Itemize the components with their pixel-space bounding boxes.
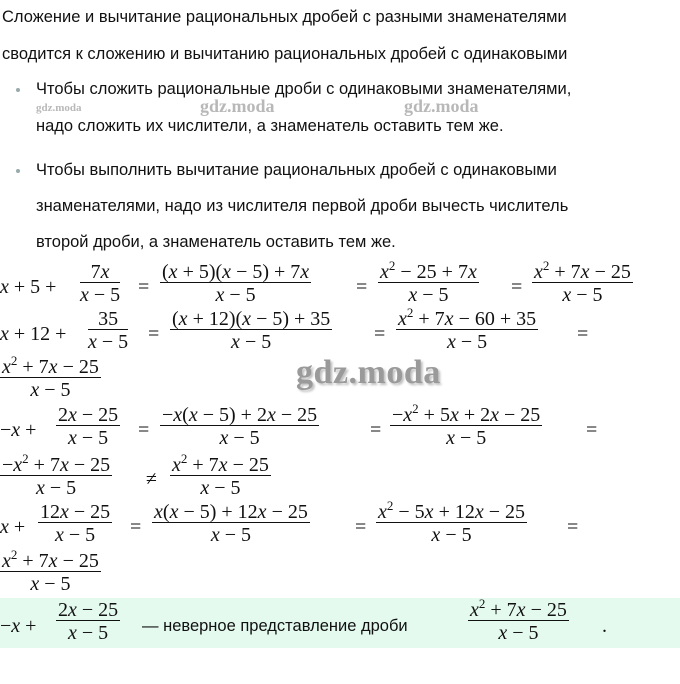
bullet-2-line-2: знаменателями, надо из числителя первой дроби вычесть числитель — [36, 197, 569, 215]
eq3-f4-denominator: x − 5 — [35, 477, 77, 499]
watermark-center: gdz.moda — [296, 354, 441, 391]
eq3-f1-denominator: x − 5 — [68, 427, 109, 449]
eq3-fraction-4 — [0, 451, 112, 499]
eq2-f3-denominator: x − 5 — [446, 331, 488, 353]
eq2-f3-numerator: $x^2 + 7x - 60 + 35$ — [398, 305, 537, 330]
eq3-equals-1: = — [138, 419, 150, 441]
eq2-equals-1: = — [148, 323, 160, 345]
conclusion-f1-denominator: x − 5 — [68, 622, 109, 644]
intro-line-1: Сложение и вычитание рациональных дробей с разными знаменателями — [2, 8, 567, 26]
eq1-lead: x + 5 + — [0, 276, 57, 298]
eq3-fraction-3 — [390, 401, 542, 449]
eq3-lead: −x + — [0, 419, 37, 441]
eq4-f4-denominator: x − 5 — [30, 573, 71, 595]
eq1-f1-denominator: x − 5 — [80, 284, 121, 306]
eq3-f1-numerator: 2x − 25 — [58, 404, 119, 426]
eq2-f2-denominator: x − 5 — [231, 331, 272, 353]
eq2-f1-numerator: 35 — [88, 309, 128, 330]
conclusion-f1-numerator: 2x − 25 — [58, 599, 119, 621]
eq4-f4-numerator: $x^2 + 7x - 25$ — [2, 547, 99, 572]
eq4-f2-denominator: x − 5 — [210, 524, 251, 546]
eq1-fraction-1 — [80, 262, 120, 305]
bullet-1-line-2: надо сложить их числители, а знаменатель оставить тем же. — [36, 117, 504, 135]
eq4-fraction-1 — [38, 502, 112, 545]
eq3-equals-3: = — [586, 419, 598, 441]
eq4-f2-numerator: x(x − 5) + 12x − 25 — [154, 501, 308, 523]
eq4-fraction-2 — [152, 502, 310, 545]
eq1-f2-numerator: (x + 5)(x − 5) + 7x — [162, 261, 310, 283]
conclusion-text: — неверное представление дроби — [142, 617, 408, 635]
eq3-f2-denominator: x − 5 — [219, 427, 260, 449]
eq1-fraction-2 — [160, 262, 311, 305]
conclusion-lead: −x + — [0, 615, 37, 637]
conclusion-period: . — [602, 615, 607, 637]
bullet-dot-2 — [16, 169, 20, 173]
eq3-f3-numerator: $-x^2 + 5x + 2x - 25$ — [392, 401, 541, 426]
eq2-lead: x + 12 + — [0, 323, 67, 345]
eq4-equals-3: = — [567, 516, 579, 538]
eq1-f2-denominator: x − 5 — [215, 284, 256, 306]
eq3-fraction-2 — [160, 405, 319, 448]
eq1-fraction-4 — [532, 258, 633, 306]
eq2-f2-numerator: (x + 12)(x − 5) + 35 — [172, 308, 331, 330]
conclusion-f2-denominator: x − 5 — [498, 622, 539, 644]
eq4-lead: x + — [0, 516, 26, 538]
eq2-equals-3: = — [577, 323, 589, 345]
bullet-dot-1 — [16, 88, 20, 92]
eq3-not-equal: ≠ — [146, 468, 157, 490]
eq3-f4-numerator: $-x^2 + 7x - 25$ — [2, 451, 111, 476]
eq1-f4-denominator: x − 5 — [562, 284, 603, 306]
eq2-fraction-4 — [0, 353, 101, 401]
eq2-fraction-2 — [170, 309, 332, 352]
eq2-fraction-1 — [88, 309, 128, 352]
watermark-header-mid: gdz.moda — [404, 96, 479, 116]
conclusion-f2-numerator: $x^2 + 7x - 25$ — [470, 596, 567, 621]
eq3-fraction-1 — [56, 405, 120, 448]
eq4-f3-numerator: $x^2 - 5x + 12x - 25$ — [378, 498, 526, 523]
conclusion-fraction-1 — [56, 600, 120, 643]
eq3-f3-denominator: x − 5 — [446, 427, 487, 449]
bullet-2-line-3: второй дроби, а знаменатель оставить тем же. — [36, 233, 396, 251]
eq3-f5-denominator: x − 5 — [200, 477, 241, 499]
eq2-f4-numerator: $x^2 + 7x - 25$ — [2, 353, 99, 378]
eq4-f1-denominator: x − 5 — [55, 524, 96, 546]
bullet-1-line-1: Чтобы сложить рациональные дроби с одинаковыми знаменателями, — [36, 80, 572, 98]
eq2-equals-2: = — [374, 323, 386, 345]
eq2-f1-denominator: x − 5 — [88, 331, 129, 353]
eq4-equals-2: = — [355, 516, 367, 538]
watermark-small: gdz.moda — [36, 102, 82, 114]
eq3-f5-numerator: $x^2 + 7x - 25$ — [172, 451, 269, 476]
eq4-equals-1: = — [130, 516, 142, 538]
eq1-f1-numerator: 7x — [80, 262, 120, 283]
conclusion-fraction-2 — [468, 596, 569, 644]
eq4-f3-denominator: x − 5 — [431, 524, 472, 546]
eq1-equals-2: = — [356, 276, 368, 298]
watermark-header-left: gdz.moda — [200, 96, 275, 116]
eq4-f1-numerator: 12x − 25 — [40, 501, 111, 523]
eq3-fraction-5 — [170, 451, 271, 499]
eq4-fraction-4 — [0, 547, 101, 595]
eq2-fraction-3 — [396, 305, 538, 353]
bullet-2-line-1: Чтобы выполнить вычитание рациональных дробей с одинаковыми — [36, 161, 557, 179]
eq2-f4-denominator: x − 5 — [30, 379, 71, 401]
eq1-fraction-3 — [378, 258, 479, 306]
eq3-equals-2: = — [370, 419, 382, 441]
intro-line-2: сводится к сложению и вычитанию рациональных дробей с одинаковыми — [2, 45, 568, 63]
eq1-f3-numerator: $x^2 - 25 + 7x$ — [380, 258, 477, 283]
eq4-fraction-3 — [376, 498, 527, 546]
eq1-f4-numerator: $x^2 + 7x - 25$ — [534, 258, 631, 283]
eq1-equals-1: = — [138, 276, 150, 298]
eq1-equals-3: = — [511, 276, 523, 298]
eq3-f2-numerator: −x(x − 5) + 2x − 25 — [162, 404, 318, 426]
eq1-f3-denominator: x − 5 — [408, 284, 449, 306]
